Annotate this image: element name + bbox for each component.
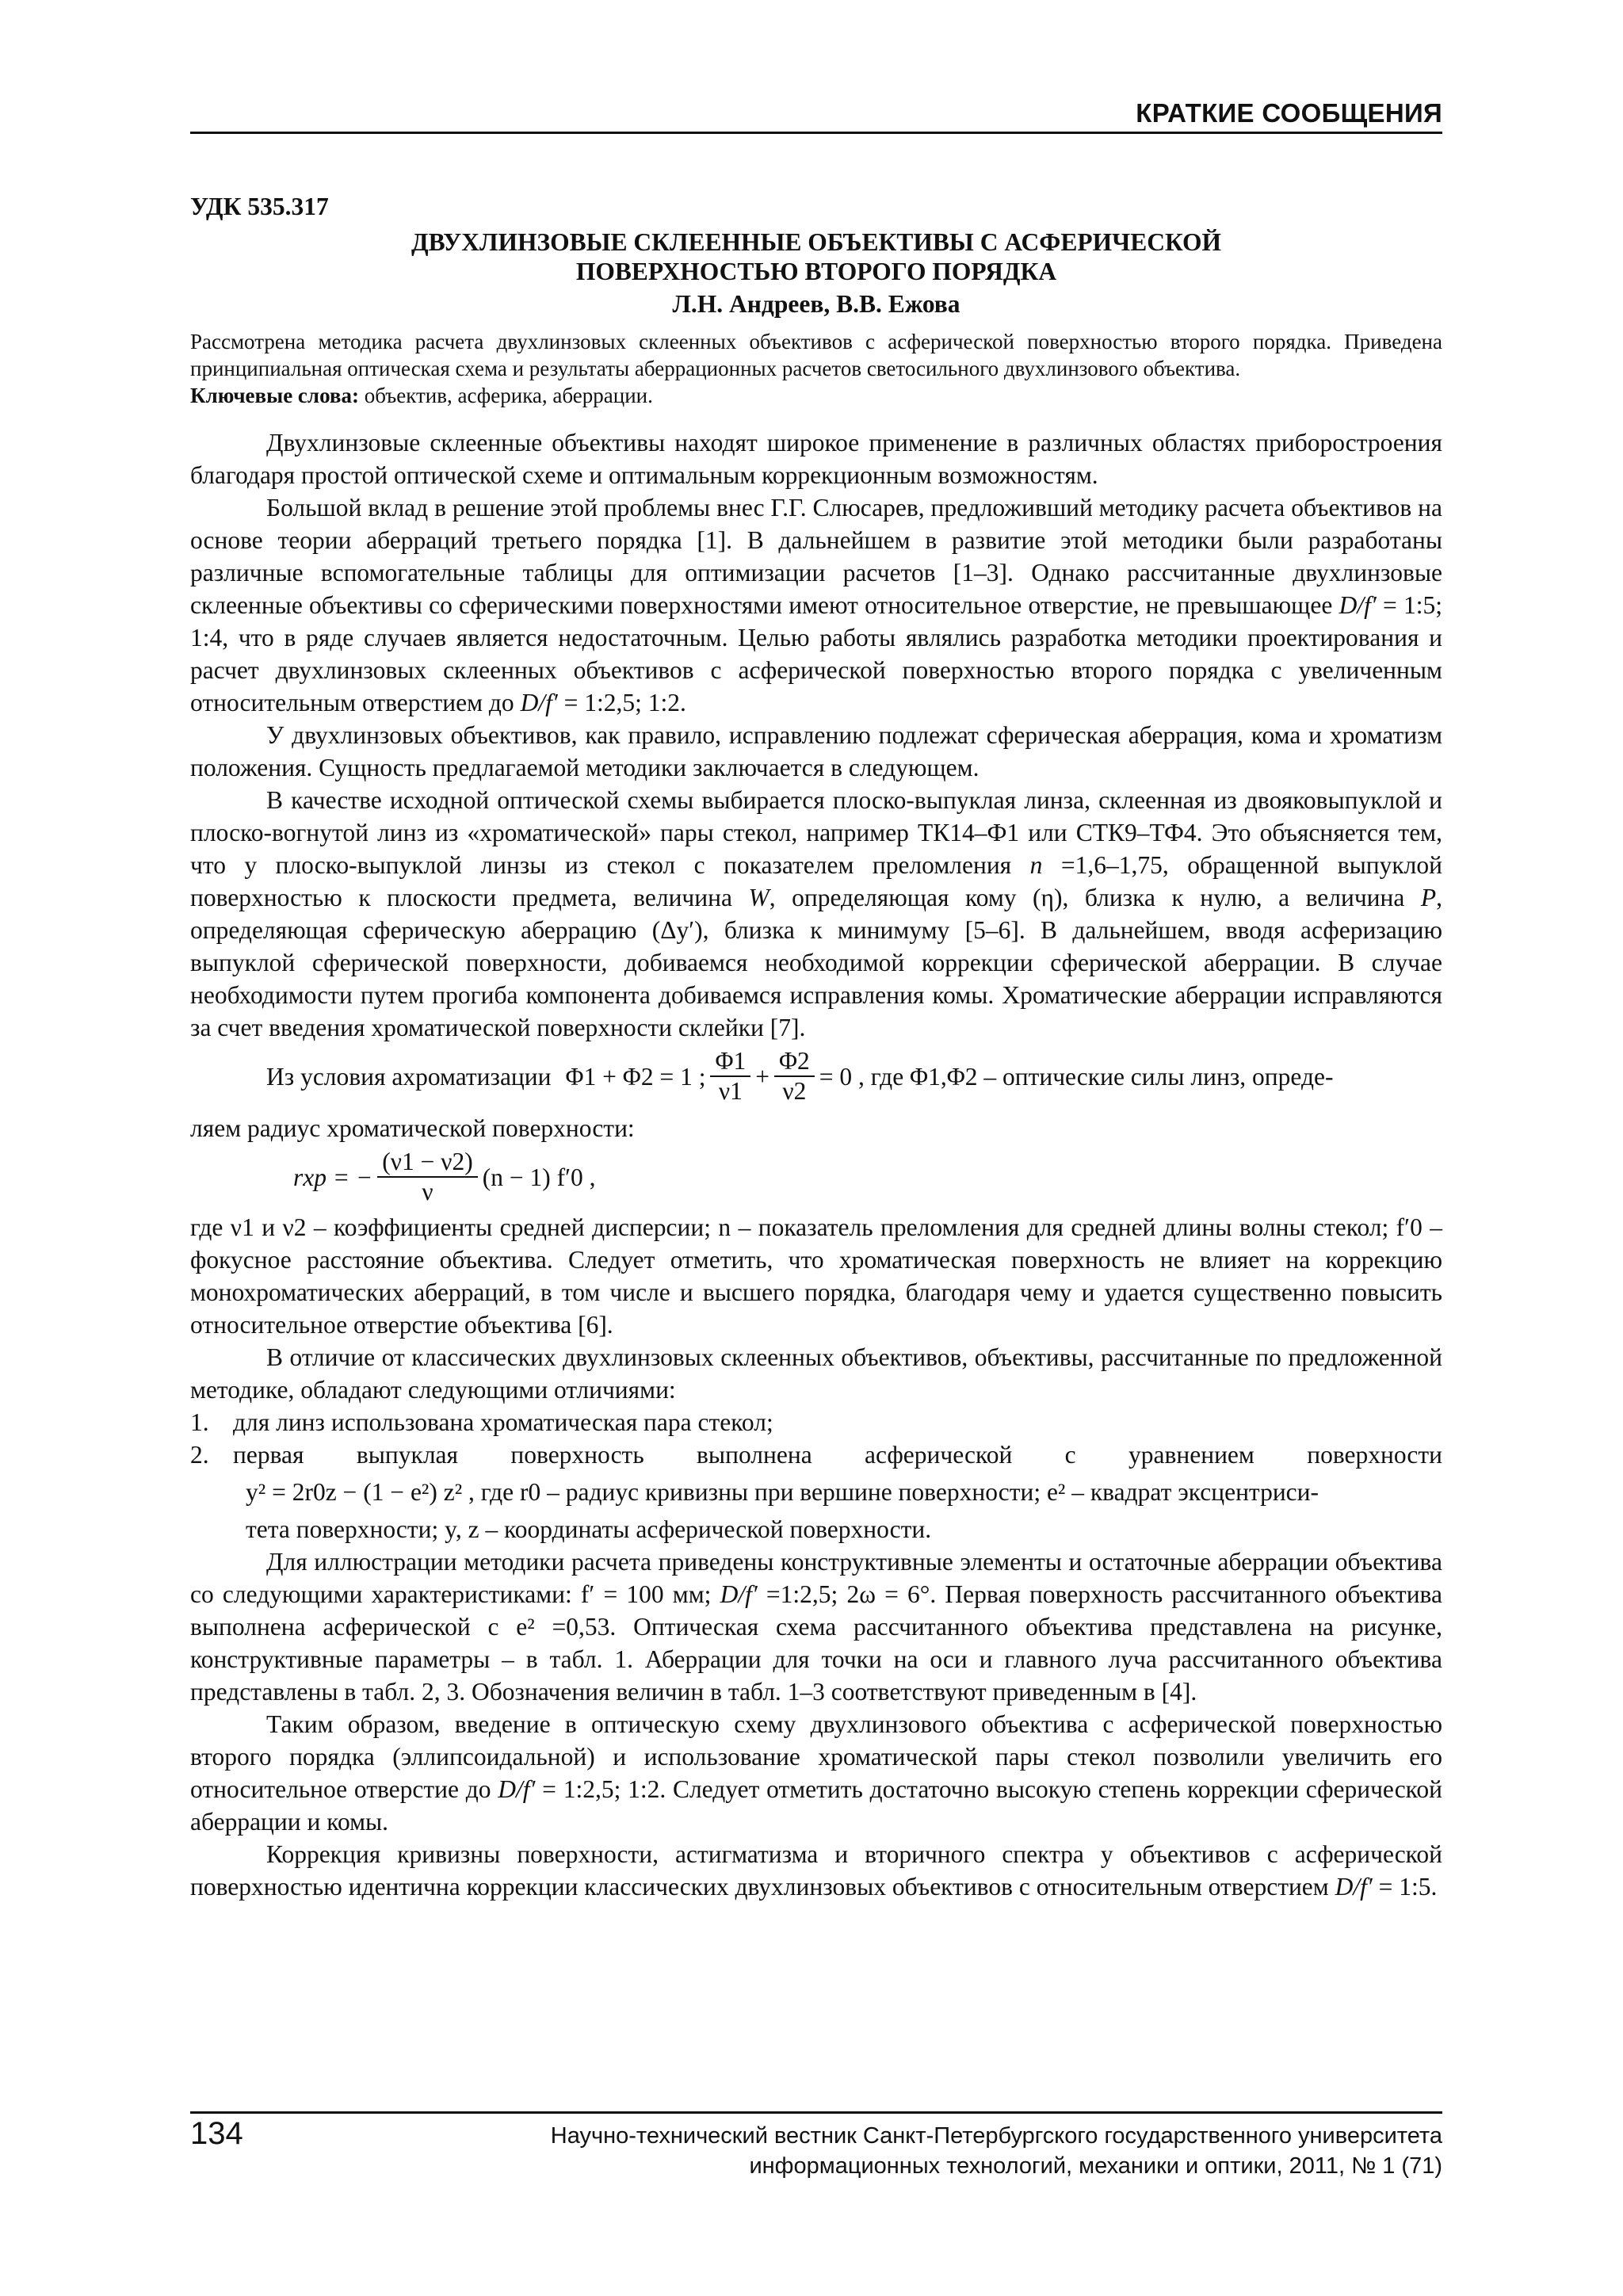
abstract: Рассмотрена методика расчета двухлинзовых склеенных объективов с асферической поверхностью второго порядка. Приведена принципиальная оптическая схема и результаты аберрационных расчетов светосильного двухлинзового объектива.	[190, 330, 1442, 380]
p4-text-b: =1,6–1,75, обращенной выпуклой поверхностью к плоскости предмета, величина	[190, 851, 1442, 911]
fraction-denominator: ν1	[718, 1077, 743, 1105]
paragraph-5-continuation: ляем радиус хроматической поверхности:	[190, 1114, 635, 1142]
title-line-1: ДВУХЛИНЗОВЫЕ СКЛЕЕННЫЕ ОБЪЕКТИВЫ С АСФЕРИЧЕСКОЙ	[411, 228, 1222, 256]
p2-text-c: = 1:2,5; 1:2.	[557, 689, 686, 716]
journal-name	[412, 2121, 1442, 2181]
p8-text-a: Для иллюстрации методики расчета приведены конструктивные элементы и остаточные аберрации объектива со следующими характеристиками: f′ = 100 мм;	[190, 1548, 1442, 1608]
p9-text-a: Таким образом, введение в оптическую схему двухлинзового объектива с асферической поверхностью второго порядка (эллипсоидальной) и использование хроматической пары стекол позволили увеличить его относительное отверстие до	[190, 1710, 1442, 1803]
journal-line-1: Научно-технический вестник Санкт-Петербургского государственного университета	[550, 2123, 1442, 2149]
paragraph-1: Двухлинзовые склеенные объективы находят широкое применение в различных областях приборостроения благодаря простой оптической схеме и оптимальным коррекционным возможностям.	[190, 429, 1442, 489]
article-title	[238, 227, 1395, 286]
p10-text-b: = 1:5.	[1372, 1873, 1438, 1901]
paragraph-2	[190, 491, 1442, 719]
footer-divider	[190, 2111, 1442, 2114]
fraction-denominator: ν	[422, 1178, 433, 1205]
section-title: КРАТКИЕ СООБЩЕНИЯ	[1136, 98, 1442, 128]
list-text: для линз использована хроматическая пара стекол;	[233, 1408, 773, 1436]
p4-text-d: , определяющая сферическую аберрацию (Δy′), близка к минимуму [5–6]. В дальнейшем, вводя асферизацию выпуклой сферической поверхности, добиваемся необходимой коррекции сферической аберрации. В случае необходимости путем прогиба компонента добиваемся исправления комы. Хроматические аберрации исправляются за счет введения хроматической поверхности склейки [7].	[190, 884, 1442, 1041]
relative-aperture: D/f′	[1338, 591, 1377, 619]
paragraph-6: где ν1 и ν2 – коэффициенты средней дисперсии; n – показатель преломления для средней длины волны стекол; f′0 – фокусное расстояние объектива. Следует отметить, что хроматическая поверхность не влияет на коррекцию монохроматических аберраций, в том числе и высшего порядка, благодаря чему и удается существенно повысить относительное отверстие объектива [6].	[190, 1213, 1442, 1339]
achromatization-formula	[190, 1047, 1442, 1106]
list-item-1	[190, 1406, 1442, 1438]
paragraph-10	[190, 1838, 1442, 1903]
relative-aperture: D/f′	[498, 1775, 536, 1803]
p8-text-b: =1:2,5; 2ω = 6°. Первая поверхность рассчитанного объектива выполнена асферической с e² =0,53. Оптическая схема рассчитанного объектива представлена на рисунке, конструктивные параметры – в табл. 1. Аберрации для точки на оси и главного луча рассчитанного объектива представлены в табл. 2, 3. Обозначения величин в табл. 1–3 соответствуют приведенным в [4].	[190, 1580, 1442, 1706]
fraction-dispersion	[377, 1148, 477, 1206]
paragraph-4	[190, 784, 1442, 1044]
power-sum-equation: Φ1 + Φ2 = 1 ;	[565, 1062, 706, 1091]
header-divider	[190, 132, 1442, 134]
fraction-phi2-nu2	[774, 1047, 815, 1106]
list-item-2	[190, 1438, 1442, 1471]
authors: Л.Н. Андреев, В.В. Ежова	[672, 290, 960, 318]
paragraph-9	[190, 1708, 1442, 1838]
paragraph-3: У двухлинзовых объективов, как правило, исправлению подлежат сферическая аберрация, кома и хроматизм положения. Сущность предлагаемой методики заключается в следующем.	[190, 721, 1442, 781]
journal-line-2: информационных технологий, механики и оптики, 2011, № 1 (71)	[749, 2153, 1442, 2179]
udc-code: УДК 535.317	[190, 193, 329, 220]
list-number: 2.	[190, 1441, 209, 1469]
keywords	[190, 382, 1442, 409]
p2-text-b: = 1:5; 1:4, что в ряде случаев является недостаточным. Целью работы являлись разработка методики проектирования и расчет двухлинзовых склеенных объективов с асферической поверхностью второго порядка с увеличенным относительным отверстием до	[190, 591, 1442, 716]
achromatization-tail: = 0 , где Φ1,Φ2 – оптические силы линз, опреде-	[819, 1062, 1334, 1091]
title-line-2: ПОВЕРХНОСТЬЮ ВТОРОГО ПОРЯДКА	[575, 258, 1057, 285]
w-symbol: W	[748, 884, 769, 911]
p2-text-a: Большой вклад в решение этой проблемы внес Г.Г. Слюсарев, предложивший методику расчета объективов на основе теории аберраций третьего порядка [1]. В дальнейшем в развитие этой методики были разработаны различные вспомогательные таблицы для оптимизации расчетов [1–3]. Однако рассчитанные двухлинзовые склеенные объективы со сферическими поверхностями имеют относительное отверстие, не превышающее	[190, 494, 1442, 619]
article-content	[190, 190, 1442, 1903]
refractive-index-symbol: n	[1029, 851, 1043, 879]
paragraph-7: В отличие от классических двухлинзовых склеенных объективов, объективы, рассчитанные по предложенной методике, обладают следующими отличиями:	[190, 1343, 1442, 1404]
rxp-lhs: rxp = −	[293, 1163, 373, 1191]
fraction-numerator: Φ1	[710, 1047, 750, 1077]
relative-aperture: D/f′	[720, 1580, 758, 1608]
rxp-rhs: (n − 1) f′0 ,	[482, 1163, 596, 1191]
plus-sign: +	[755, 1062, 770, 1091]
chromatic-radius-formula	[293, 1148, 1442, 1206]
achromatization-lead: Из условия ахроматизации	[266, 1062, 552, 1091]
list-text: первая выпуклая поверхность выполнена асферической с уравнением поверхности	[233, 1441, 1442, 1469]
fraction-phi1-nu1	[710, 1047, 750, 1106]
keywords-list: объектив, асферика, аберрации.	[358, 384, 653, 407]
p4-text-c: , определяющая кому (η), близка к нулю, а величина	[769, 884, 1421, 911]
fraction-numerator: (ν1 − ν2)	[377, 1148, 477, 1178]
fraction-denominator: ν2	[782, 1077, 807, 1105]
list-item-2-continuation: тета поверхности; y, z – координаты асферической поверхности.	[246, 1515, 932, 1543]
fraction-numerator: Φ2	[774, 1047, 815, 1077]
paragraph-8	[190, 1545, 1442, 1708]
p10-text-a: Коррекция кривизны поверхности, астигматизма и вторичного спектра у объективов с асферической поверхностью идентична коррекции классических двухлинзовых объективов с относительным отверстием	[190, 1840, 1442, 1901]
page-number: 134	[190, 2116, 243, 2151]
keywords-label: Ключевые слова:	[190, 384, 359, 407]
relative-aperture: D/f′	[520, 689, 558, 716]
p4-text-a: В качестве исходной оптической схемы выбирается плоско-выпуклая линза, склеенная из двояковыпуклой и плоско-вогнутой линз из «хроматической» пары стекол, например ТК14–Ф1 или СТК9–ТФ4. Это объясняется тем, что у плоско-выпуклой линзы из стекол с показателем преломления	[190, 786, 1442, 879]
asphere-equation: y² = 2r0z − (1 − e²) z² , где r0 – радиус кривизны при вершине поверхности; e² – квадрат эксцентриси-	[246, 1478, 1319, 1506]
relative-aperture: D/f′	[1335, 1873, 1373, 1901]
p9-text-b: = 1:2,5; 1:2. Следует отметить достаточно высокую степень коррекции сферической аберрации и комы.	[190, 1775, 1442, 1836]
p-symbol: P	[1420, 884, 1437, 911]
list-number: 1.	[190, 1408, 209, 1436]
